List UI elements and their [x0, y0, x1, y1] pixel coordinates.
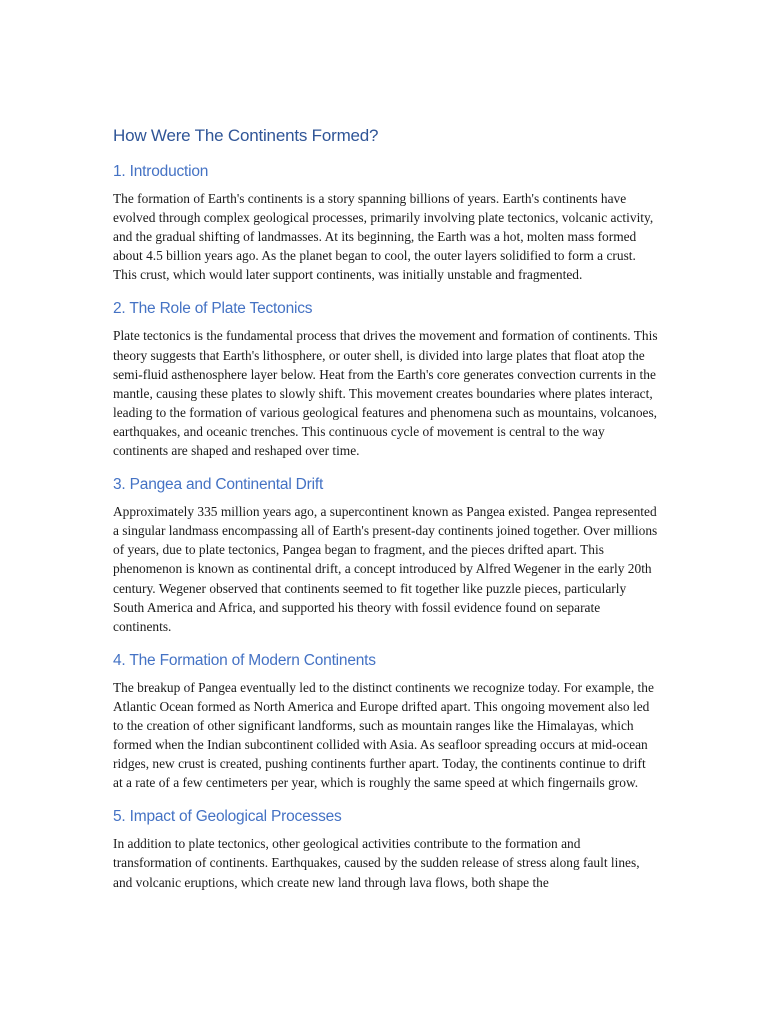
section-heading: 4. The Formation of Modern Continents	[113, 651, 376, 669]
section-plate-tectonics	[113, 298, 658, 460]
section-paragraph: In addition to plate tectonics, other geological activities contribute to the formation and transformation of continents. Earthquakes, caused by the sudden release of stress along fault lines, and volcanic eruptions, which create new land through lava flows, both shape the	[113, 836, 640, 890]
section-heading: 3. Pangea and Continental Drift	[113, 476, 324, 494]
document-page	[113, 124, 658, 906]
section-introduction	[113, 161, 658, 284]
section-paragraph: Plate tectonics is the fundamental process that drives the movement and formation of continents. This theory suggests that Earth's lithosphere, or outer shell, is divided into large plates that float atop the semi-fluid asthenosphere layer below. Heat from the Earth's core generates convection currents in the mantle, causing these plates to slowly shift. This movement creates boundaries where plates interact, leading to the formation of various geological features and phenomena such as mountains, volcanoes, earthquakes, and oceanic trenches. This continuous cycle of movement is central to the way continents are shaped and reshaped over time.	[113, 328, 658, 459]
section-paragraph: The formation of Earth's continents is a story spanning billions of years. Earth's continents have evolved through complex geological processes, primarily involving plate tectonics, volcanic activity, and the gradual shifting of landmasses. At its beginning, the Earth was a hot, molten mass formed about 4.5 billion years ago. As the planet began to cool, the outer layers solidified to form a crust. This crust, which would later support continents, was initially unstable and fragmented.	[113, 191, 654, 283]
section-heading: 5. Impact of Geological Processes	[113, 808, 342, 826]
section-heading: 2. The Role of Plate Tectonics	[113, 300, 313, 318]
section-geological-processes	[113, 806, 658, 891]
section-heading: 1. Introduction	[113, 163, 209, 180]
section-paragraph: Approximately 335 million years ago, a supercontinent known as Pangea existed. Pangea represented a singular landmass encompassing all of Earth's present-day continents joined together. Over millions of years, due to plate tectonics, Pangea began to fragment, and the pieces drifted apart. This phenomenon is known as continental drift, a concept introduced by Alfred Wegener in the early 20th century. Wegener observed that continents seemed to fit together like puzzle pieces, particularly South America and Africa, and supported his theory with fossil evidence found on separate continents.	[113, 504, 658, 634]
section-paragraph: The breakup of Pangea eventually led to the distinct continents we recognize today. For example, the Atlantic Ocean formed as North America and Europe drifted apart. This ongoing movement also led to the creation of other significant landforms, such as mountain ranges like the Himalayas, which formed when the Indian subcontinent collided with Asia. As seafloor spreading occurs at mid-ocean ridges, new crust is created, pushing continents further apart. Today, the continents continue to drift at a rate of a few centimeters per year, which is roughly the same speed at which fingernails grow.	[113, 679, 654, 791]
section-modern-continents	[113, 650, 658, 793]
document-title: How Were The Continents Formed?	[113, 126, 379, 145]
section-pangea	[113, 474, 658, 636]
